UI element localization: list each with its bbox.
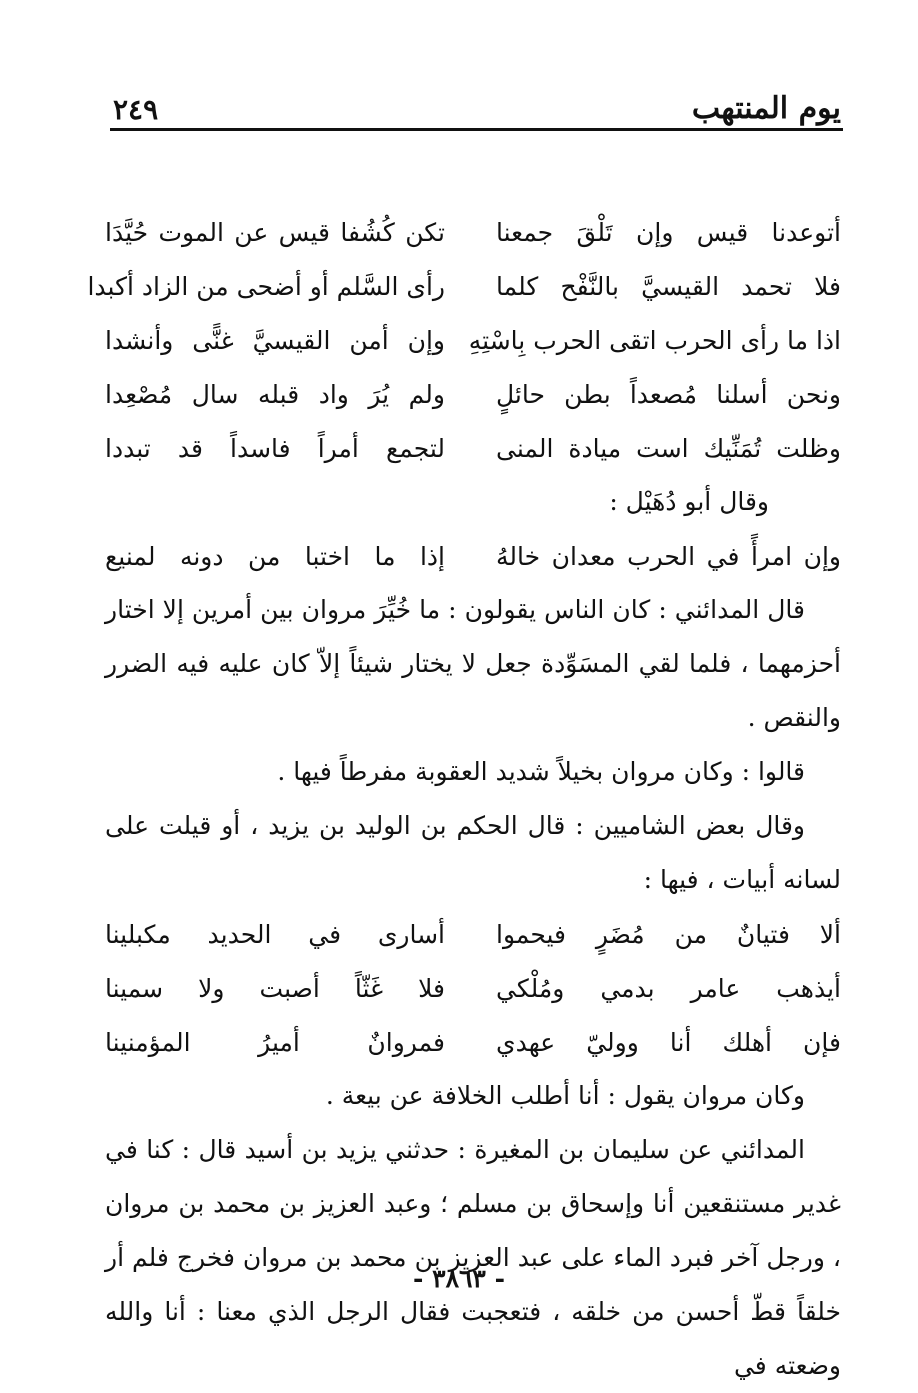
paragraph: وكان مروان يقول : أنا أطلب الخلافة عن بيعة .	[325, 1081, 805, 1110]
page-header	[113, 82, 841, 130]
running-title: يوم المنتهب	[691, 91, 841, 126]
poem-block-2	[105, 529, 841, 583]
verse-line	[105, 313, 841, 367]
verse-hemistich-first: أيذهب عامر بدمي ومُلْكي	[496, 973, 841, 1003]
header-rule	[110, 128, 843, 131]
page-number: ٢٤٩	[113, 93, 159, 126]
paragraph: قال المدائني : كان الناس يقولون : ما خُيِّرَ مروان بين أمرين إلا اختار أحزمهما ، فلما لقي المسَوِّدة جعل لا يختار شيئاً إلاّ كان عليه فيه الضرر والنقص .	[105, 595, 841, 732]
verse-line	[105, 367, 841, 421]
verse-hemistich-first: وإن امرأً في الحرب معدان خالهُ	[496, 541, 841, 571]
paragraph: المدائني عن سليمان بن المغيرة : حدثني يزيد بن أسيد قال : كنا في غدير مستنقعين أنا وإسحاق بن مسلم ؛ وعبد العزيز بن محمد بن مروان ، ورجل آخر فبرد الماء على عبد العزيز بن محمد بن مروان فخرج فلم أر خلقاً قطّ أحسن من خلقه ، فتعجبت فقال الرجل الذي معنا : أنا والله وضعته في	[105, 1135, 841, 1380]
verse-hemistich-first: فإن أهلك أنا ووليّ عهدي	[496, 1027, 841, 1057]
verse-hemistich-second: فمروانٌ أميرُ المؤمنينا	[105, 1027, 445, 1057]
verse-hemistich-first: فلا تحمد القيسيَّ بالنَّفْح كلما	[496, 271, 841, 301]
footer-page-number: - ٣٨٦٣ -	[413, 1264, 505, 1293]
paragraph: وقال بعض الشاميين : قال الحكم بن الوليد بن يزيد ، أو قيلت على لسانه أبيات ، فيها :	[105, 811, 841, 894]
verse-hemistich-first: ونحن أسلنا مُصعداً بطن حائلٍ	[496, 379, 841, 409]
verse-hemistich-second: أسارى في الحديد مكبلينا	[105, 919, 445, 949]
verse-hemistich-second: ولم يُرَ واد قبله سال مُصْعِدا	[105, 379, 445, 409]
page-body	[87, 205, 841, 1393]
verse-hemistich-second: وإن أمن القيسيَّ غنًّى وأنشدا	[105, 325, 445, 355]
verse-hemistich-second: رأى السَّلم أو أضحى من الزاد أكبدا	[87, 271, 445, 301]
verse-line	[105, 205, 841, 259]
verse-hemistich-first: ألا فتيانٌ من مُضَرٍ فيحموا	[496, 919, 841, 949]
poem-block-3	[105, 907, 841, 1069]
verse-line	[105, 421, 841, 475]
verse-hemistich-second: إذا ما اختبا من دونه لمنيع	[105, 541, 445, 571]
poem-block-1	[87, 205, 841, 475]
paragraph: قالوا : وكان مروان بخيلاً شديد العقوبة مفرطاً فيها .	[277, 757, 805, 786]
verse-hemistich-first: أتوعدنا قيس وإن تَلْقَ جمعنا	[496, 217, 841, 247]
poem-introduction: وقال أبو دُهَيْل :	[609, 487, 769, 516]
verse-hemistich-first: وظلت تُمَنِّيك است ميادة المنى	[496, 433, 841, 463]
verse-hemistich-second: تكن كُشُفا قيس عن الموت حُيَّدَا	[105, 217, 445, 247]
verse-line	[105, 529, 841, 583]
verse-hemistich-second: لتجمع أمراً فاسداً قد تبددا	[105, 433, 445, 463]
verse-line	[105, 961, 841, 1015]
verse-line	[105, 1015, 841, 1069]
verse-hemistich-second: فلا غَثّاً أصبت ولا سمينا	[105, 973, 445, 1003]
verse-line	[87, 259, 841, 313]
verse-hemistich-first: اذا ما رأى الحرب اتقى الحرب بِاسْتِهِ	[468, 325, 841, 355]
verse-line	[105, 907, 841, 961]
